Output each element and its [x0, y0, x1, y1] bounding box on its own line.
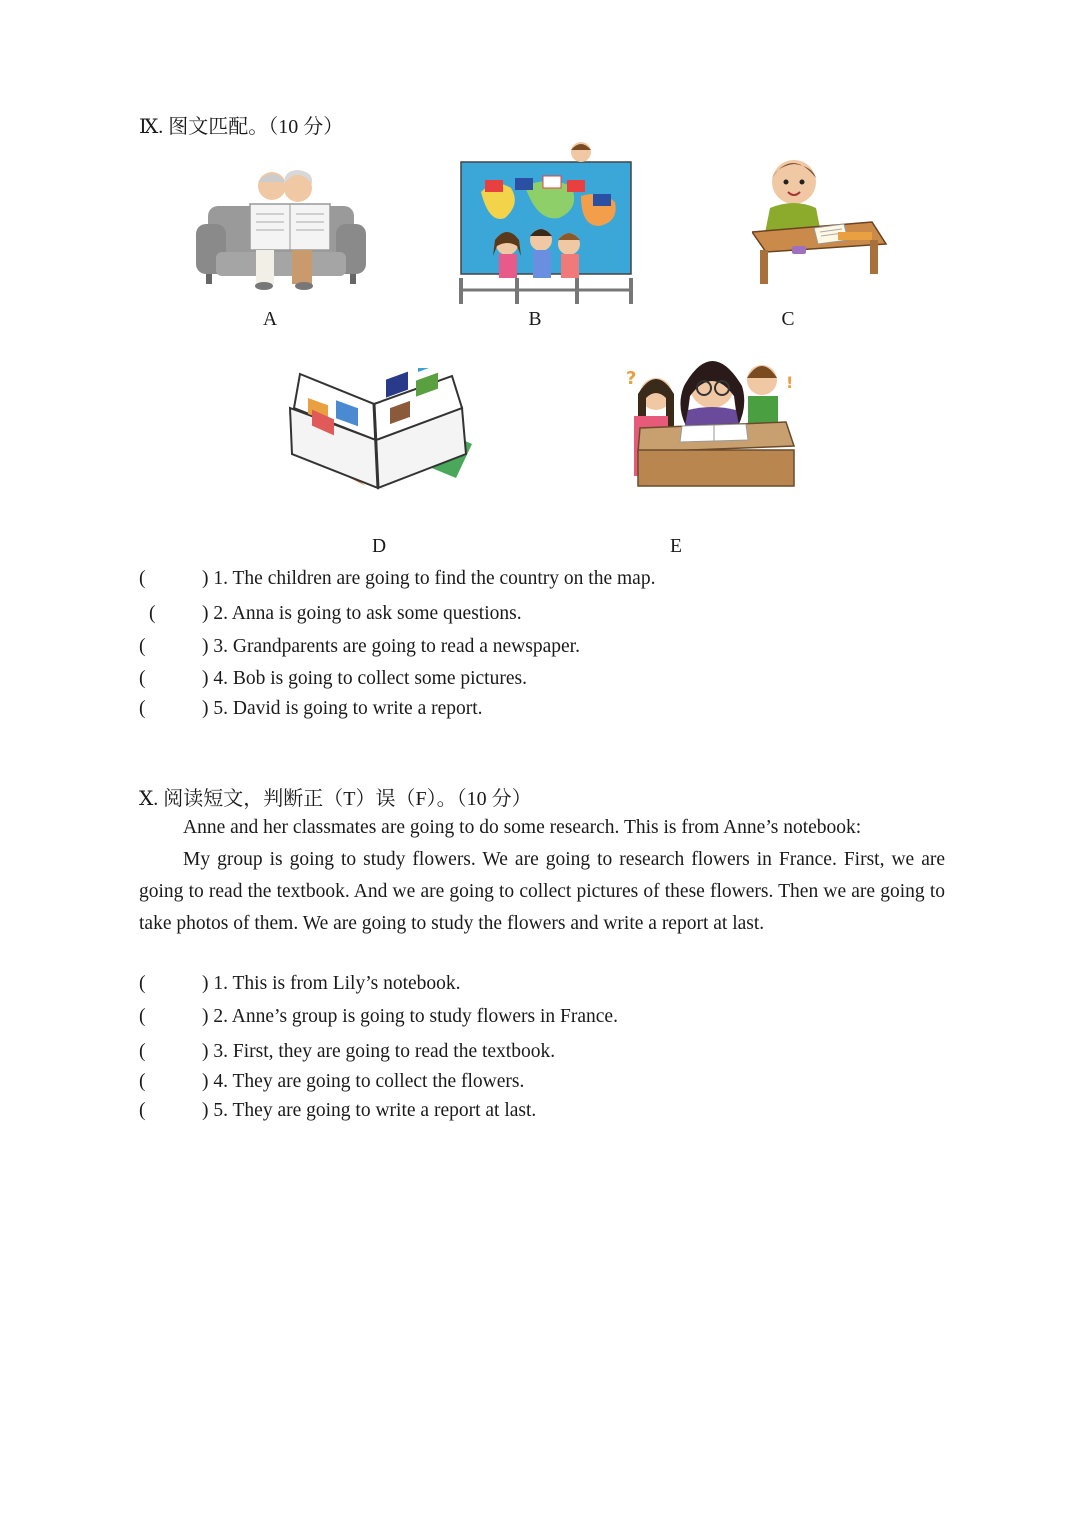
- picture-label-d: D: [371, 536, 387, 557]
- grandparents-reading-newspaper-illustration: [194, 168, 368, 292]
- reading-passage: [139, 812, 945, 940]
- true-false-item-5: [139, 1100, 536, 1122]
- item-text: ) 5. David is going to write a report.: [202, 698, 483, 719]
- passage-intro: Anne and her classmates are going to do some research. This is from Anne’s notebook:: [183, 817, 862, 838]
- children-world-map-illustration: [455, 140, 635, 306]
- answer-bracket[interactable]: (: [139, 973, 146, 994]
- answer-bracket[interactable]: (: [139, 568, 146, 589]
- answer-bracket[interactable]: (: [139, 1071, 146, 1092]
- answer-bracket[interactable]: (: [139, 1006, 146, 1027]
- true-false-item-1: [139, 973, 461, 995]
- picture-label-b: B: [528, 309, 542, 330]
- section-10-heading: Ⅹ. 阅读短文，判断正（T）误（F）。（10 分）: [139, 788, 532, 810]
- answer-bracket[interactable]: (: [139, 668, 146, 689]
- photo-album-illustration: [286, 368, 474, 494]
- matching-item-4: [139, 668, 527, 690]
- true-false-item-3: [139, 1041, 555, 1063]
- answer-bracket[interactable]: (: [139, 698, 146, 719]
- matching-item-3: [139, 636, 580, 658]
- svg-text:!: !: [786, 373, 794, 392]
- item-text: ) 3. First, they are going to read the textbook.: [202, 1041, 555, 1062]
- matching-item-1: [139, 568, 655, 590]
- picture-label-e: E: [670, 536, 682, 557]
- svg-text:?: ?: [626, 368, 637, 389]
- picture-label-a: A: [262, 309, 278, 330]
- true-false-item-2: [139, 1006, 618, 1028]
- picture-label-c: C: [781, 309, 795, 330]
- item-text: ) 4. Bob is going to collect some pictures.: [202, 668, 527, 689]
- true-false-item-4: [139, 1071, 524, 1093]
- matching-item-5: [139, 698, 483, 720]
- item-text: ) 5. They are going to write a report at last.: [202, 1100, 536, 1121]
- passage-body: My group is going to study flowers. We are going to research flowers in France. First, we are going to read the textbook. And we are going to collect pictures of these flowers. Then we are going to take photos of them. We are going to study the flowers and write a report at last.: [139, 849, 945, 934]
- teacher-and-students-questions-illustration: [626, 346, 798, 490]
- section-9-heading: Ⅸ. 图文匹配。（10 分）: [139, 116, 344, 138]
- answer-bracket[interactable]: (: [149, 603, 156, 624]
- answer-bracket[interactable]: (: [139, 636, 146, 657]
- item-text: ) 2. Anna is going to ask some questions.: [202, 603, 522, 624]
- item-text: ) 4. They are going to collect the flowers.: [202, 1071, 524, 1092]
- boy-writing-report-illustration: [752, 152, 888, 288]
- matching-item-2: [139, 603, 522, 625]
- answer-bracket[interactable]: (: [139, 1100, 146, 1121]
- item-text: ) 1. This is from Lily’s notebook.: [202, 973, 461, 994]
- item-text: ) 2. Anne’s group is going to study flowers in France.: [202, 1006, 618, 1027]
- item-text: ) 3. Grandparents are going to read a newspaper.: [202, 636, 580, 657]
- item-text: ) 1. The children are going to find the country on the map.: [202, 568, 655, 589]
- answer-bracket[interactable]: (: [139, 1041, 146, 1062]
